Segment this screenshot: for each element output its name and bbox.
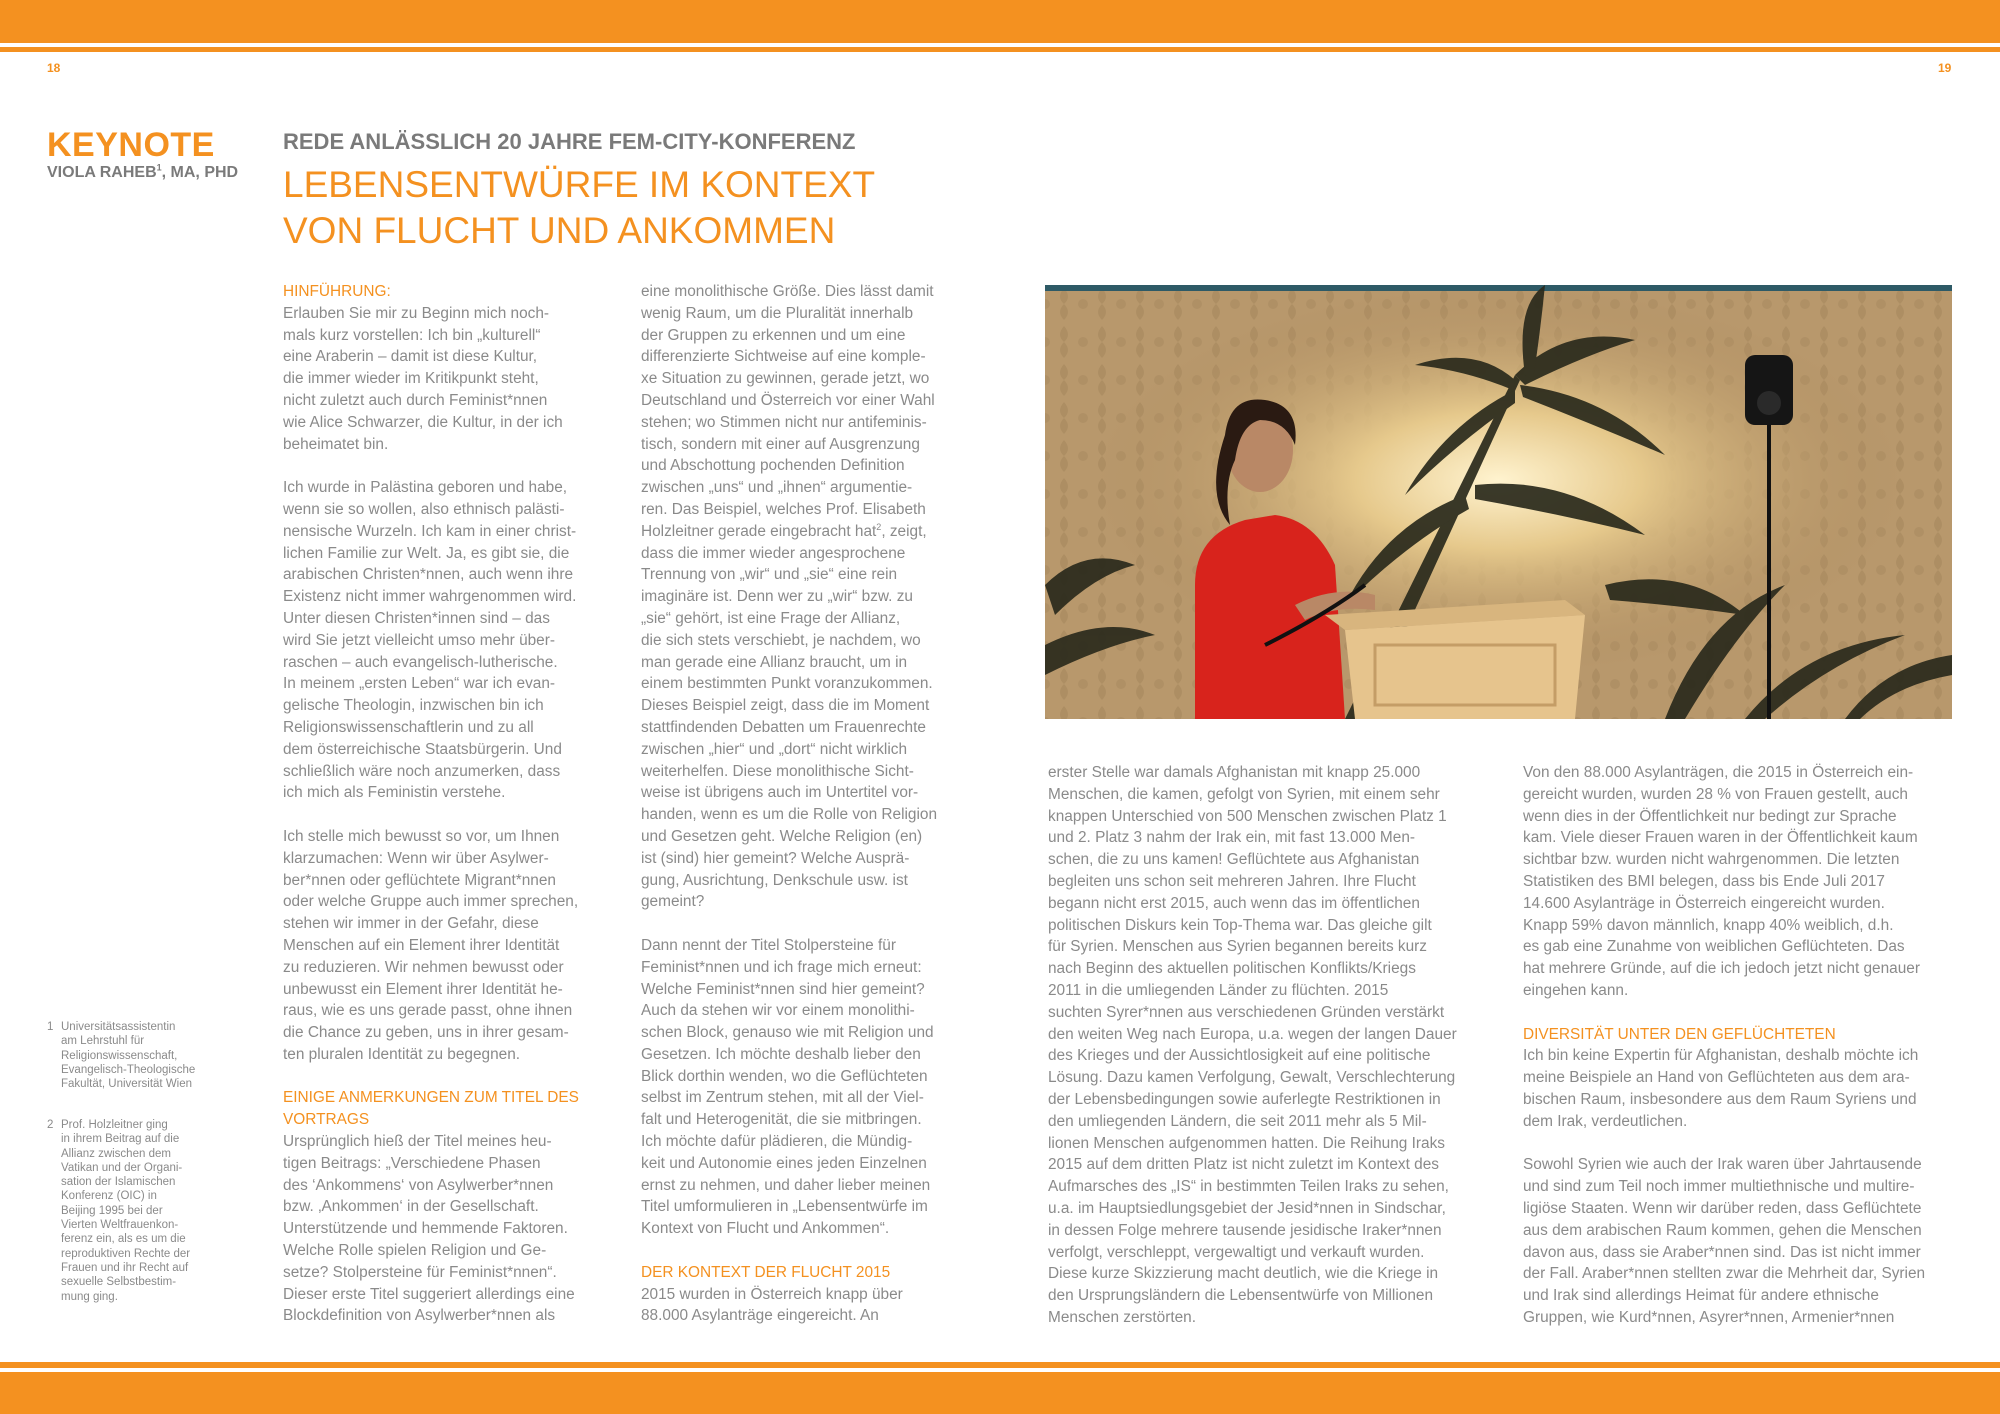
paragraph: Ich stelle mich bewusst so vor, um Ihnen klarzumachen: Wenn wir über Asylwer- ber*nnen oder geflüchtete Migrant*nnen oder welche Gruppe auch immer sprechen, stehen wir immer in der Gefahr, diese Menschen auf ein Element ihrer Identität zu reduzieren. Wir nehmen bewusst oder unbewusst ein Element ihrer Identität he- raus, wie es uns gerade passt, ohne ihnen die Chance zu geben, uns in ihrer gesam- ten pluralen Identität zu begegnen. xyxy=(283,827,579,1063)
footnote-number: 1 xyxy=(47,1021,54,1033)
top-orange-rule xyxy=(0,47,2000,52)
page-number-left: 18 xyxy=(47,61,61,75)
footnote-text: Prof. Holzleitner ging in ihrem Beitrag auf die Allianz zwischen dem Vatikan und der Organi- sation der Islamischen Konferenz (OIC) in Beijing 1995 bei der Vierten Weltfrauenkon- ferenz ein, als es um die reproduktiven Rechte der Frauen und ihr Recht auf sexuelle Selbstbestim- mung ging. xyxy=(61,1119,191,1303)
text-column-2 xyxy=(641,281,971,1327)
paragraph: Erlauben Sie mir zu Beginn mich noch- mals kurz vorstellen: Ich bin „kulturell“ eine Araberin – damit ist diese Kultur, die immer wieder im Kritikpunkt steht, nicht zuletzt auch durch Feminist*nnen wie Alice Schwarzer, die Kultur, in der ich beheimatet bin. xyxy=(283,304,563,453)
subheading-hinfuehrung: HINFÜHRUNG: xyxy=(283,283,391,300)
paragraph-part: , zeigt, dass die immer wieder angesprochene Trennung von „wir“ und „sie“ eine rein imaginäre ist. Denn wer zu „wir“ bzw. zu „sie“ gehört, ist eine Frage der Allianz, die sich stets verschiebt, je nachdem, wo man gerade eine Allianz braucht, um in einem bestimmten Punkt voranzukommen. Dieses Beispiel zeigt, dass die im Moment stattfindenden Debatten um Frauenrechte zwischen „hier“ und „dort“ nicht wirklich weiterhelfen. Diese monolithische Sicht- weise ist übrigens auch im Untertitel vor- handen, wenn es um die Rolle von Religion und Gesetzen geht. Welche Religion (en) ist (sind) hier gemeint? Welche Ausprä- gung, Ausrichtung, Denkschule usw. ist gemeint? xyxy=(641,522,938,911)
article-kicker: REDE ANLÄSSLICH 20 JAHRE FEM-CITY-KONFERENZ xyxy=(283,129,856,154)
section-label-keynote: KEYNOTE xyxy=(47,126,215,164)
footnote-text: Universitätsassistentin am Lehrstuhl für Religionswissenschaft, Evangelisch-Theologische Fakultät, Universität Wien xyxy=(61,1021,196,1091)
author-name: VIOLA RAHEB xyxy=(47,164,157,181)
bottom-orange-rule xyxy=(0,1362,2000,1368)
title-line-1: LEBENSENTWÜRFE IM KONTEXT xyxy=(283,164,876,205)
subheading-diversitaet: DIVERSITÄT UNTER DEN GEFLÜCHTETEN xyxy=(1523,1025,1836,1043)
paragraph: Ich bin keine Expertin für Afghanistan, deshalb möchte ich meine Beispiele an Hand von Geflüchteten aus dem ara- bischen Raum, insbesondere aus dem Raum Syriens und dem Irak, verdeutlichen. xyxy=(1523,1047,1919,1130)
author-footnote-ref: 1 xyxy=(156,162,162,173)
paragraph: Ursprünglich hieß der Titel meines heu- tigen Beitrags: „Verschiedene Phasen des ‘Ankommens‘ von Asylwerber*nnen bzw. ‚Ankommen‘ in der Gesellschaft. Unterstützende und hemmende Faktoren. Welche Rolle spielen Religion und Ge- setze? Stolpersteine für Feminist*nnen“. Dieser erste Titel suggeriert allerdings eine Blockdefinition von Asylwerber*nnen als xyxy=(283,1133,575,1325)
page-number-right: 19 xyxy=(1938,61,1952,75)
paragraph: Sowohl Syrien wie auch der Irak waren über Jahrtausende und sind zum Teil noch immer multiethnische und multire- ligiöse Staaten. Wenn wir darüber reden, dass Geflüchtete aus dem arabischen Raum kommen, gehen die Menschen davon aus, dass sie Araber*nnen sind. Das ist nicht immer der Fall. Araber*nnen stellten zwar die Mehrheit dar, Syrien und Irak sind allerdings Heimat für andere ethnische Gruppen, wie Kurd*nnen, Asyrer*nnen, Armenier*nnen xyxy=(1523,1156,1926,1326)
paragraph: erster Stelle war damals Afghanistan mit knapp 25.000 Menschen, die kamen, gefolgt von Syrien, mit einem sehr knappen Unterschied von 500 Menschen zwischen Platz 1 und 2. Platz 3 nahm der Irak ein, mit fast 13.000 Men- schen, die zu uns kamen! Geflüchtete aus Afghanistan begleiten uns schon seit mehreren Jahren. Ihre Flucht begann nicht erst 2015, auch wenn das im öffentlichen politischen Diskurs kein Top-Thema war. Das gleiche gilt für Syrien. Menschen aus Syrien begannen bereits kurz nach Beginn des aktuellen politischen Konflikts/Kriegs 2011 in die umliegenden Länder zu flüchten. 2015 suchten Syrer*nnen aus verschiedenen Gründen verstärkt den weiten Weg nach Europa, u.a. wegen der langen Dauer des Krieges und der Aussichtlosigkeit auf eine politische Lösung. Dazu kamen Verfolgung, Gewalt, Verschlechterung der Lebensbedingungen sowie auferlegte Restriktionen in den umliegenden Ländern, die seit 2011 mehr als 5 Mil- lionen Menschen aufgenommen hatten. Die Reihung Iraks 2015 auf dem dritten Platz ist nicht zuletzt im Kontext des Aufmarsches des „IS“ in bestimmten Teilen Iraks zu sehen, u.a. im Hauptsiedlungsgebiet der Jesid*nnen in Sindschar, in dessen Folge mehrere tausende jesidische Iraker*nnen verfolgt, verschleppt, vergewaltigt und verkauft wurden. Diese kurze Skizzierung macht deutlich, wie die Kriege in den Ursprungsländern die Lebensentwürfe von Millionen Menschen zerstörten. xyxy=(1048,764,1457,1326)
text-column-3 xyxy=(1048,762,1508,1329)
paragraph: Ich wurde in Palästina geboren und habe, wenn sie so wollen, also ethnisch palästi- nensische Wurzeln. Ich kam in einer christ- lichen Familie zur Welt. Ja, es gibt sie, die arabischen Christen*nnen, auch wenn ihre Existenz nicht immer wahrgenommen wird. Unter diesen Christen*innen sind – das wird Sie jetzt vielleicht umso mehr über- raschen – auch evangelisch-lutherische. In meinem „ersten Leben“ war ich evan- gelische Theologin, inzwischen bin ich Religionswissenschaftlerin und zu all dem österreichische Staatsbürgerin. Und schließlich wäre noch anzumerken, dass ich mich als Feministin verstehe. xyxy=(283,479,577,802)
author-line xyxy=(47,164,238,182)
bottom-orange-band xyxy=(0,1372,2000,1414)
title-line-2: VON FLUCHT UND ANKOMMEN xyxy=(283,210,836,251)
subheading-kontext-der-flucht: DER KONTEXT DER FLUCHT 2015 xyxy=(641,1263,891,1281)
footnote-ref-2: 2 xyxy=(876,521,882,532)
top-orange-band xyxy=(0,0,2000,43)
author-degrees: , MA, PHD xyxy=(161,164,239,181)
text-column-4 xyxy=(1523,762,1983,1329)
subheading-titel-des-vortrags: EINIGE ANMERKUNGEN ZUM TITEL DES VORTRAGS xyxy=(283,1089,579,1129)
footnote-number: 2 xyxy=(47,1119,54,1131)
paragraph xyxy=(641,281,971,913)
paragraph: 2015 wurden in Österreich knapp über 88.000 Asylanträge eingereicht. An xyxy=(641,1285,903,1325)
article-title xyxy=(283,162,875,254)
speaker-photo xyxy=(1045,285,1952,719)
footnote-2 xyxy=(47,1118,190,1304)
footnote-1 xyxy=(47,1020,195,1091)
text-column-1 xyxy=(283,281,603,1327)
paragraph: Dann nennt der Titel Stolpersteine für Feminist*nnen und ich frage mich erneut: Welche Feminist*nnen sind hier gemeint? Auch da stehen wir vor einem monolithi- schen Block, genauso wie mit Religion und Gesetzen. Ich möchte deshalb lieber den Blick dorthin wenden, wo die Geflüchteten selbst im Zentrum stehen, mit all der Viel- falt und Heterogenität, die sie mitbringen. Ich möchte dafür plädieren, die Mündig- keit und Autonomie eines jeden Einzelnen ernst zu nehmen, und daher lieber meinen Titel umformulieren in „Lebensentwürfe im Kontext von Flucht und Ankommen“. xyxy=(641,936,934,1238)
paragraph: Von den 88.000 Asylanträgen, die 2015 in Österreich ein- gereicht wurden, wurden 28 % von Frauen gestellt, auch wenn dies in der Öffentlichkeit nur bedingt zur Sprache kam. Viele dieser Frauen waren in der Öffentlichkeit kaum sichtbar bzw. wurden nicht wahrgenommen. Die letzten Statistiken des BMI belegen, dass bis Ende Juli 2017 14.600 Asylanträge in Österreich eingereicht wurden. Knapp 59% davon männlich, knapp 40% weiblich, d.h. es gab eine Zunahme von weiblichen Geflüchteten. Das hat mehrere Gründe, auf die ich jedoch jetzt nicht genauer eingehen kann. xyxy=(1523,764,1920,999)
paragraph-part: eine monolithische Größe. Dies lässt damit wenig Raum, um die Pluralität innerhalb der Gruppen zu erkennen und um eine differenzierte Sichtweise auf eine komple- xe Situation zu gewinnen, gerade jetzt, wo Deutschland und Österreich vor einer Wahl stehen; wo Stimmen nicht nur antifeminis- tisch, sondern mit einer auf Ausgrenzung und Abschottung pochenden Definition zwischen „uns“ und „ihnen“ argumentie- ren. Das Beispiel, welches Prof. Elisabeth Holzleitner gerade eingebracht hat xyxy=(641,283,935,540)
